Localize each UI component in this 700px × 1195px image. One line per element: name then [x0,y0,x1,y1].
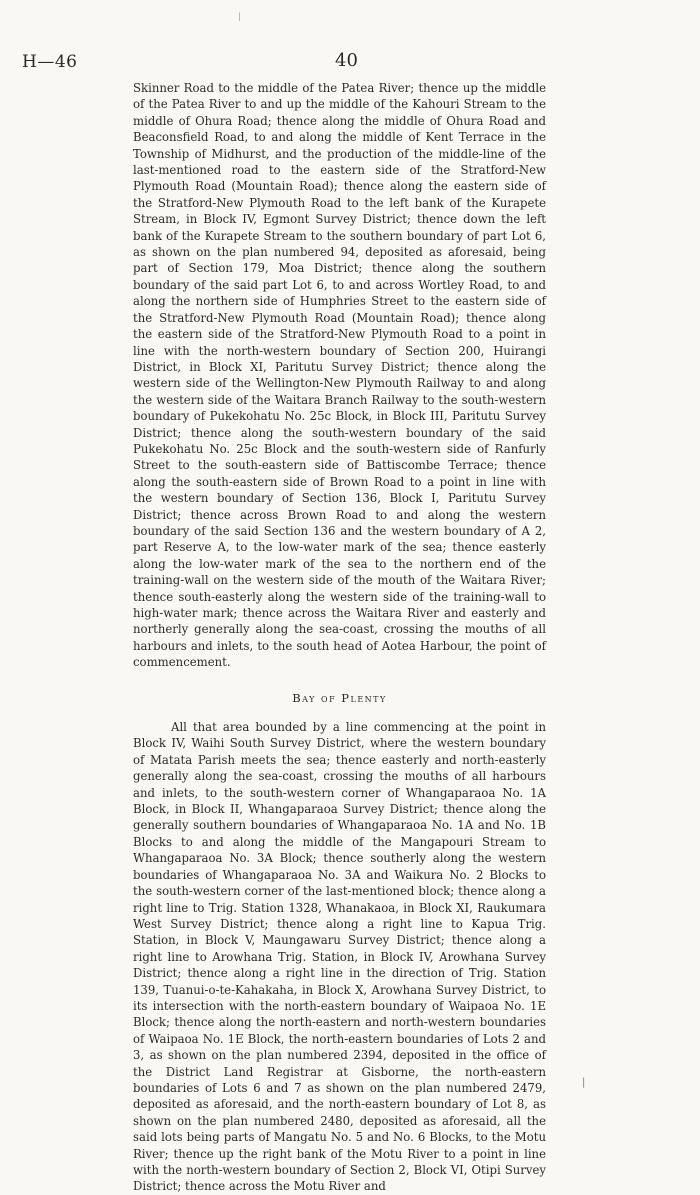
margin-mark: | [582,1077,586,1088]
paragraph-continuation: Skinner Road to the middle of the Patea River; thence up the middle of the Patea River to and up the middle of the Kahouri Stream to the middle of Ohura Road; thence along the middle of Ohura Road and Beaconsfield Road, to and along the middle of Kent Terrace in the Township of Midhurst, and the production of the middle-line of the last-mentioned road to the eastern side of the Stratford-New Plymouth Road (Mountain Road); thence along the eastern side of the Stratford-New Plymouth Road to the left bank of the Kurapete Stream, in Block IV, Egmont Survey District; thence down the left bank of the Kurapete Stream to the southern boundary of part Lot 6, as shown on the plan numbered 94, deposited as aforesaid, being part of Section 179, Moa District; thence along the southern boundary of the said part Lot 6, to and across Wortley Road, to and along the northern side of Humphries Street to the eastern side of the Stratford-New Plymouth Road (Mountain Road); thence along the eastern side of the Stratford-New Plymouth Road to a point in line with the north-western boundary of Section 200, Huirangi District, in Block XI, Paritutu Survey District; thence along the western side of the Wellington-New Plymouth Railway to and along the western side of the Waitara Branch Railway to the south-western boundary of Pukekohatu No. 25c Block, in Block III, Paritutu Survey District; thence along the south-western boundary of the said Pukekohatu No. 25c Block and the south-western side of Ranfurly Street to the south-eastern side of Battiscombe Terrace; thence along the south-eastern side of Brown Road to a point in line with the western boundary of Section 136, Block I, Paritutu Survey District; thence across Brown Road to and along the western boundary of the said Section 136 and the western boundary of A 2, part Reserve A, to the low-water mark of the sea; thence easterly along the low-water mark of the sea to the northern end of the training-wall on the western side of the mouth of the Waitara River; thence south-easterly along the western side of the training-wall to high-water mark; thence across the Waitara River and easterly and northerly generally along the sea-coast, crossing the mouths of all harbours and inlets, to the south head of Aotea Harbour, the point of commencement. [133,81,546,670]
page-edge-mark: | [238,12,241,21]
document-reference: H—46 [22,52,78,72]
paragraph-bay-of-plenty: All that area bounded by a line commencing at the point in Block IV, Waihi South Survey District, where the western boundary of Matata Parish meets the sea; thence easterly and north-easterly generally along the sea-coast, crossing the mouths of all harbours and inlets, to the south-western corner of Whangaparaoa No. 1A Block, in Block II, Whangaparaoa Survey District; thence along the generally southern boundaries of Whangaparaoa No. 1A and No. 1B Blocks to and along the middle of the Mangapouri Stream to Whangaparaoa No. 3A Block; thence southerly along the western boundaries of Whangaparaoa No. 3A and Waikura No. 2 Blocks to the south-western corner of the last-mentioned block; thence along a right line to Trig. Station 1328, Whanakaoa, in Block XI, Raukumara West Survey District; thence along a right line to Kapua Trig. Station, in Block V, Maungawaru Survey District; thence along a right line to Arowhana Trig. Station, in Block IV, Arowhana Survey District; thence along a right line in the direction of Trig. Station 139, Tuanui-o-te-Kahakaha, in Block X, Arowhana Survey District, to its intersection with the north-eastern boundary of Waipaoa No. 1E Block; thence along the north-eastern and north-western boundaries of Waipaoa No. 1E Block, the north-eastern boundaries of Lots 2 and 3, as shown on the plan numbered 2394, deposited in the office of the District Land Registrar at Gisborne, the north-eastern boundaries of Lots 6 and 7 as shown on the plan numbered 2479, deposited as aforesaid, and the north-eastern boundary of Lot 8, as shown on the plan numbered 2480, deposited as aforesaid, all the said lots being parts of Mangatu No. 5 and No. 6 Blocks, to the Motu River; thence up the right bank of the Motu River to a point in line with the north-western boundary of Section 2, Block VI, Otipi Survey District; thence across the Motu River and [133,720,546,1194]
page-body [133,80,546,1195]
section-heading: Bay of Plenty [292,690,387,705]
page-number: 40 [335,50,358,71]
